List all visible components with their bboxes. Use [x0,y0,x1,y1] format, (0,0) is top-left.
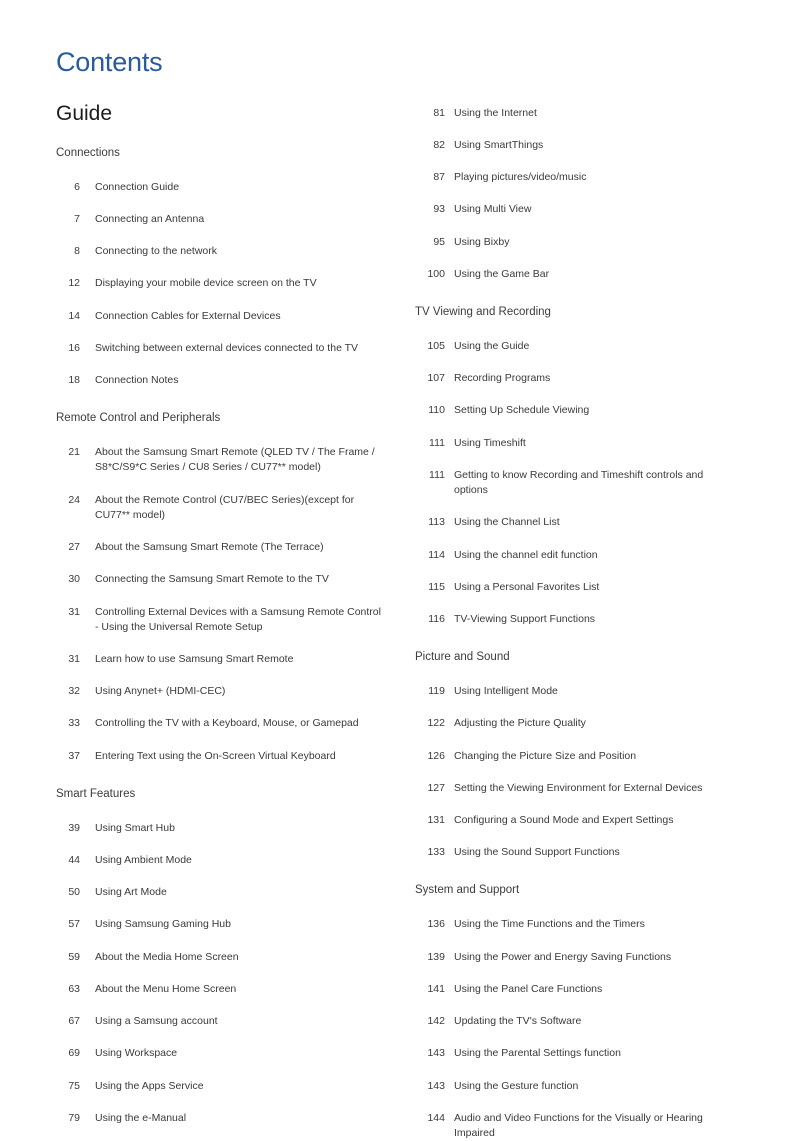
toc-entry-title: About the Media Home Screen [95,950,239,963]
page-title: Contents [56,47,163,77]
toc-entry-page-number: 87 [433,171,445,184]
toc-entry[interactable] [415,498,773,530]
toc-entry-list [56,804,414,1126]
toc-entry-page-number: 44 [68,853,80,866]
toc-entry-page-number: 18 [68,374,80,387]
toc-section-title: Remote Control and Peripherals [56,412,221,425]
toc-entry-title: Using Intelligent Mode [454,685,558,698]
toc-entry-title: Using the Guide [454,340,530,353]
toc-entry-title: Using the Apps Service [95,1079,204,1092]
toc-entry-page-number: 93 [433,203,445,216]
toc-entry-title: Changing the Picture Size and Position [454,749,637,762]
toc-entry-title: Using the Time Functions and the Timers [454,918,645,931]
toc-entry-page-number: 107 [427,372,445,385]
toc-entry-title: Updating the TV's Software [454,1015,582,1028]
toc-entry-title: Connection Cables for External Devices [95,309,281,322]
toc-entry-page-number: 100 [427,267,445,280]
toc-entry[interactable] [415,965,773,997]
toc-entry-title: Playing pictures/video/music [454,171,587,184]
toc-entry-title: Connection Notes [95,374,179,387]
toc-entry-title: About the Samsung Smart Remote (QLED TV / The Frame / S8*C/S9*C Series / CU8 Series / CU77** model) [95,446,375,474]
toc-entry[interactable] [56,836,414,868]
toc-entry[interactable] [56,476,414,523]
toc-entry-page-number: 67 [68,1015,80,1028]
toc-entry-title: Using a Samsung account [95,1015,218,1028]
toc-entry-title: Audio and Video Functions for the Visually or Hearing Impaired [454,1111,703,1139]
toc-entry[interactable] [56,588,414,635]
toc-section-title: Connections [56,146,120,159]
toc-entry-title: Using the Power and Energy Saving Functions [454,950,672,963]
toc-entry[interactable] [415,250,773,282]
toc-entry-title: Using Samsung Gaming Hub [95,918,231,931]
toc-entry[interactable] [56,523,414,555]
toc-entry-title: Using the Parental Settings function [454,1047,621,1060]
toc-entry[interactable] [415,531,773,563]
toc-entry[interactable] [415,764,773,796]
toc-entry-title: Using the Internet [454,106,537,119]
toc-entry-title: Using Bixby [454,235,510,248]
toc-entry-page-number: 63 [68,982,80,995]
toc-entry-page-number: 119 [428,685,445,698]
toc-column-left [56,146,414,1126]
toc-entry-title: Using the Sound Support Functions [454,846,620,859]
toc-entry[interactable] [56,732,414,764]
toc-section [415,650,773,860]
toc-entry-title: Using the e-Manual [95,1111,187,1124]
page-subtitle: Guide [56,101,113,125]
toc-entry-title: About the Samsung Smart Remote (The Terrace) [95,541,324,554]
toc-entry-title: Learn how to use Samsung Smart Remote [95,652,294,665]
toc-entry-page-number: 37 [68,749,80,762]
toc-entry-page-number: 39 [68,821,80,834]
toc-entry-title: Adjusting the Picture Quality [454,717,586,730]
toc-entry-page-number: 143 [427,1079,445,1092]
toc-section [56,787,414,1126]
toc-entry-page-number: 144 [427,1111,445,1124]
toc-entry[interactable] [56,227,414,259]
toc-entry-list [56,163,414,389]
toc-entry-title: Using a Personal Favorites List [454,580,600,593]
toc-entry-page-number: 116 [428,613,445,625]
toc-section [415,89,773,282]
toc-entry-page-number: 32 [68,685,80,698]
toc-section [56,411,414,764]
toc-entry[interactable] [415,933,773,965]
toc-entry[interactable] [415,732,773,764]
toc-entry[interactable] [56,933,414,965]
toc-section-title: Smart Features [56,787,136,800]
toc-entry[interactable] [56,324,414,356]
toc-entry-page-number: 127 [427,781,445,794]
toc-entry-title: Setting the Viewing Environment for External Devices [454,781,703,794]
toc-entry-page-number: 113 [428,516,445,529]
toc-entry-title: Using SmartThings [454,139,544,151]
toc-entry[interactable] [56,997,414,1029]
toc-entry[interactable] [415,1029,773,1061]
toc-entry-page-number: 30 [68,573,80,586]
toc-entry-title: Controlling the TV with a Keyboard, Mouse, or Gamepad [95,717,359,730]
toc-entry-page-number: 8 [74,245,80,258]
toc-entry-title: Controlling External Devices with a Samsung Remote Control - Using the Universal Remote Setup [95,605,381,633]
toc-entry-title: Displaying your mobile device screen on the TV [95,277,317,290]
toc-entry-page-number: 111 [429,468,445,481]
toc-entry-page-number: 75 [68,1079,80,1092]
toc-entry-title: Connecting to the network [95,245,217,258]
toc-section [415,883,773,1141]
toc-entry[interactable] [56,259,414,291]
toc-entry-page-number: 16 [68,341,80,354]
toc-entry-title: Using the Panel Care Functions [454,982,603,995]
toc-entry-page-number: 110 [428,404,445,417]
toc-entry-page-number: 136 [427,918,445,931]
toc-entry-title: TV-Viewing Support Functions [454,613,596,625]
toc-entry[interactable] [415,419,773,451]
toc-entry[interactable] [56,1029,414,1061]
toc-entry[interactable] [56,356,414,388]
toc-entry-page-number: 31 [68,652,80,665]
toc-columns [56,106,743,1141]
toc-section-title: TV Viewing and Recording [415,306,551,319]
toc-section [56,146,414,388]
toc-entry[interactable] [56,699,414,731]
toc-entry-page-number: 105 [427,340,445,353]
toc-entry-page-number: 126 [427,749,445,762]
toc-entry[interactable] [415,354,773,386]
toc-entry-list [415,89,773,282]
toc-entry-page-number: 27 [68,541,80,554]
toc-section-title: System and Support [415,884,520,897]
toc-entry[interactable] [415,563,773,595]
toc-entry-page-number: 59 [68,950,80,963]
toc-entry[interactable] [415,1062,773,1094]
toc-entry[interactable] [415,667,773,699]
toc-entry[interactable] [415,900,773,932]
toc-entry-page-number: 69 [68,1047,80,1060]
toc-entry[interactable] [415,386,773,418]
toc-entry-page-number: 81 [433,106,445,119]
toc-entry-page-number: 82 [433,139,445,151]
toc-entry[interactable] [415,997,773,1029]
toc-entry-title: Using Smart Hub [95,821,175,834]
toc-entry-title: About the Remote Control (CU7/BEC Series)(except for CU77** model) [95,493,355,521]
toc-entry[interactable] [415,89,773,121]
toc-entry-page-number: 122 [427,717,445,730]
toc-entry-title: Connecting an Antenna [95,212,205,225]
toc-entry[interactable] [415,699,773,731]
toc-entry-title: About the Menu Home Screen [95,982,237,995]
toc-entry-page-number: 114 [428,548,445,561]
toc-entry[interactable] [56,900,414,932]
toc-entry[interactable] [56,428,414,475]
toc-entry[interactable] [415,595,773,627]
toc-entry-title: Using the Game Bar [454,267,550,280]
toc-entry-title: Using Timeshift [454,436,526,449]
toc-entry-page-number: 12 [68,277,80,290]
toc-entry[interactable] [56,1094,414,1126]
toc-entry-title: Setting Up Schedule Viewing [454,404,590,417]
toc-column-right [415,89,773,1141]
toc-entry-title: Entering Text using the On-Screen Virtual Keyboard [95,749,336,762]
toc-entry-title: Using the Gesture function [454,1079,579,1092]
toc-entry[interactable] [56,292,414,324]
toc-entry-title: Using Workspace [95,1047,178,1060]
toc-entry[interactable] [56,804,414,836]
toc-entry-title: Using Multi View [454,203,532,216]
toc-entry-list [56,428,414,764]
toc-entry-page-number: 131 [427,814,445,827]
toc-entry[interactable] [56,1062,414,1094]
toc-entry[interactable] [415,796,773,828]
toc-entry[interactable] [56,667,414,699]
toc-entry[interactable] [56,965,414,997]
toc-entry[interactable] [56,163,414,195]
toc-entry[interactable] [56,868,414,900]
toc-entry-title: Connection Guide [95,180,180,193]
toc-entry-title: Using the Channel List [454,516,560,529]
toc-entry-page-number: 14 [68,309,80,322]
toc-entry[interactable] [415,451,773,498]
toc-entry-title: Using the channel edit function [454,548,598,561]
toc-entry-page-number: 79 [68,1111,80,1124]
toc-entry-page-number: 50 [68,886,80,899]
toc-entry-title: Connecting the Samsung Smart Remote to the TV [95,573,329,586]
toc-entry[interactable] [415,153,773,185]
toc-entry-page-number: 139 [427,950,445,963]
toc-entry-page-number: 133 [427,846,445,859]
toc-entry[interactable] [415,322,773,354]
toc-entry-page-number: 6 [74,180,80,193]
toc-entry-page-number: 142 [427,1015,445,1028]
toc-entry[interactable] [56,195,414,227]
toc-entry[interactable] [415,121,773,153]
toc-entry[interactable] [415,828,773,860]
toc-entry-page-number: 33 [68,717,80,730]
toc-entry[interactable] [415,218,773,250]
toc-entry-title: Using Ambient Mode [95,853,192,866]
toc-entry-page-number: 111 [429,436,445,449]
toc-entry[interactable] [415,1094,773,1141]
toc-entry[interactable] [56,635,414,667]
toc-entry-page-number: 24 [68,493,80,506]
toc-entry-page-number: 143 [427,1047,445,1060]
toc-entry-title: Recording Programs [454,372,551,385]
toc-entry-page-number: 115 [428,580,445,593]
toc-entry-page-number: 141 [427,982,445,995]
toc-entry-list [415,900,773,1141]
toc-section [415,305,773,627]
toc-entry-title: Using Art Mode [95,886,167,899]
toc-entry[interactable] [415,185,773,217]
toc-entry-title: Configuring a Sound Mode and Expert Settings [454,814,674,827]
toc-section-title: Picture and Sound [415,651,510,664]
toc-entry-title: Switching between external devices connected to the TV [95,341,359,354]
toc-entry-title: Getting to know Recording and Timeshift controls and options [454,468,704,497]
toc-entry[interactable] [56,555,414,587]
toc-entry-title: Using Anynet+ (HDMI-CEC) [95,685,226,698]
toc-entry-list [415,322,773,627]
toc-entry-page-number: 31 [68,605,80,618]
toc-entry-list [415,667,773,860]
toc-entry-page-number: 95 [433,235,445,248]
toc-entry-page-number: 57 [68,918,80,931]
toc-entry-page-number: 21 [68,446,80,459]
toc-entry-page-number: 7 [74,212,80,225]
